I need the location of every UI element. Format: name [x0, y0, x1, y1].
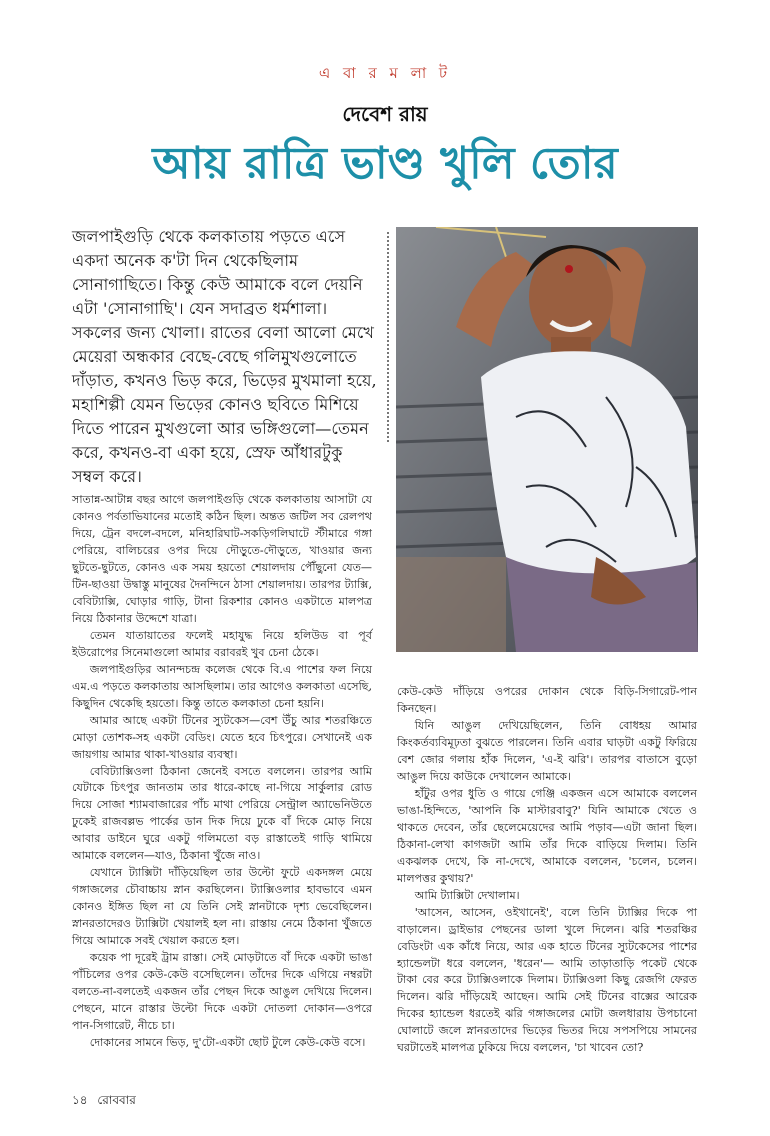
body-paragraph: দোকানের সামনে ভিড়, দু'টো-একটা ছোট টুলে কেউ-কেউ বসে। [89, 1036, 366, 1049]
body-paragraph: যেখানে ট্যাক্সিটা দাঁড়িয়েছিল তার উল্টো ফুটে একদঙ্গল মেয়ে গঙ্গাজলের চৌবাচ্চায় স্নান করছিলেন। ট্যাক্সিওলার হাবভাবে এমন কোনও ইঙ্গিত ছিল না যে তিনি সেই স্নানটাকে দৃশ্য ভেবেছিলেন। স্নানরতাদেরও ট্যাক্সিটা খেয়ালই হল না। রাস্তায় নেমে ঠিকানা খুঁজতে গিয়ে আমাকে সবই খেয়াল করতে হল। [72, 866, 372, 948]
body-paragraph: তেমন যাতায়াতের ফলেই মহাযুদ্ধ নিয়ে হলিউড বা পূর্ব ইউরোপের সিনেমাগুলো আমার বরাবরই খুব চেনা ঠেকে। [72, 628, 372, 659]
intro-paragraph [72, 225, 378, 489]
woman-portrait-illustration [396, 227, 698, 652]
page-number: ১৪ [72, 1093, 88, 1107]
article-column-right [397, 684, 697, 1057]
body-paragraph: হাঁটুর ওপর ধুতি ও গায়ে গেঞ্জি একজন এসে আমাকে বললেন ভাঙা-হিন্দিতে, 'আপনি কি মাস্টারবাবু?' যিনি আমাকে খেতে ও থাকতে দেবেন, তাঁর ছেলেমেয়েদের আমি পড়াব—এটা জানা ছিল। ঠিকানা-লেখা কাগজটা আমি তাঁর দিকে বাড়িয়ে দিলাম। তিনি একঝলক দেখে, কি না-দেখে, আমাকে বললেন, 'চলেন, চলেন। মালপত্তর কুথায়?' [397, 786, 697, 885]
body-paragraph: সাতান্ন-আটান্ন বছর আগে জলপাইগুড়ি থেকে কলকাতায় আসাটা যে কোনও পর্বতাভিযানের মতোই কঠিন ছিল। অন্তত জটিল সব রেলপথ দিয়ে, ট্রেন বদলে-বদলে, মনিহারিঘাট-সকড়িগলিঘাটে স্টীমারে গঙ্গা পেরিয়ে, বালিচরের ওপর দিয়ে দৌড়ুতে-দৌড়ুতে, খাওয়ার জন্য ছুটতে-ছুটতে, কোনও এক সময় হয়তো শেয়ালদায় পৌঁছুনো যেত—টিন-ছাওয়া উদ্বাস্তু মানুষের দৈনন্দিনে ঠাসা শেয়ালদায়। তারপর ট্যাক্সি, বেবিট্যাক্সি, ঘোড়ার গাড়ি, টানা রিকশার কোনও একটাতে মালপত্র নিয়ে ঠিকানার উদ্দেশে যাত্রা। [72, 493, 372, 625]
body-paragraph: কয়েক পা দূরেই ট্রাম রাস্তা। সেই মোড়টাতে বাঁ দিকে একটা ভাঙা পাঁচিলের ওপর কেউ-কেউ বসেছিলেন। তাঁদের দিকে এগিয়ে নম্বরটা বলতে-না-বলতেই একজন তাঁর পেছন দিকে আঙুল দেখিয়ে দিলেন। পেছনে, মানে রাস্তার উল্টো দিকে একটা দোতলা দোকান—ওপরে পান-সিগারেট, নীচে চা। [72, 951, 372, 1033]
body-paragraph: কেউ-কেউ দাঁড়িয়ে ওপরের দোকান থেকে বিড়ি-সিগারেট-পান কিনছেন। [397, 685, 697, 715]
section-kicker: এ বা র ম লা ট [318, 64, 452, 82]
body-paragraph: আমি ট্যাক্সিটা দেখালাম। [414, 888, 520, 902]
column-divider [387, 232, 389, 442]
body-paragraph: 'আসেন, আসেন, ওইখানেই', বলে তিনি ট্যাক্সির দিকে পা বাড়ালেন। ড্রাইভার পেছনের ডালা খুলে দিলেন। ঝরি শতরঞ্চির বেডিংটা এক কাঁধে নিয়ে, আর এক হাতে টিনের স্যুটকেসের পাশের হ্যান্ডেলটা ধরে বললেন, 'ধরেন'— আমি তাড়াতাড়ি পকেট থেকে টাকা বের করে ট্যাক্সিওলাকে দিলাম। ট্যাক্সিওলা কিছু রেজগি ফেরত দিলেন। ঝরি দাঁড়িয়েই আছেন। আমি সেই টিনের বাক্সের আরেক দিকের হ্যান্ডেল ধরতেই ঝরি গঙ্গাজলের মোটা জলধারায় উপচানো ঘোলাটে জলে স্নানরতাদের ভিড়ের ভিতর দিয়ে সপসপিয়ে সামনের ঘরটাতেই মালপত্র ঢুকিয়ে দিয়ে বললেন, 'চা খাবেন তো? [397, 905, 697, 1055]
page-footer [72, 1092, 136, 1112]
intro-text: জলপাইগুড়ি থেকে কলকাতায় পড়তে এসে একদা অনেক ক'টা দিন থেকেছিলাম সোনাগাছিতে। কিন্তু কেউ আমাকে বলে দেয়নি এটা 'সোনাগাছি'। যেন সদাব্রত ধর্মশালা। সকলের জন্য খোলা। রাতের বেলা আলো মেখে মেয়েরা অন্ধকার বেছে-বেছে গলিমুখগুলোতে দাঁড়াত, কখনও ভিড় করে, ভিড়ের মুখমালা হয়ে, মহাশিল্পী যেমন ভিড়ের কোনও ছবিতে মিশিয়ে দিতে পারেন মুখগুলো আর ভঙ্গিগুলো—তেমন করে, কখনও-বা একা হয়ে, স্রেফ আঁধারটুকু সম্বল করে। [72, 227, 377, 486]
magazine-name: রোববার [97, 1093, 136, 1107]
article-title: আয় রাত্রি ভাণ্ড খুলি তোর [152, 138, 618, 189]
body-paragraph: যিনি আঙুল দেখিয়েছিলেন, তিনি বোধহয় আমার কিংকর্তব্যবিমূঢ়তা বুঝতে পারলেন। তিনি এবার ঘাড়টা একটু ফিরিয়ে বেশ জোর গলায় হাঁক দিলেন, 'এ-ই ঝরি'। তারপর বাতাসে বুড়ো আঙুল দিয়ে কাউকে দেখালেন আমাকে। [397, 718, 697, 783]
author-byline: দেবেশ রায় [342, 102, 428, 126]
article-photo [396, 227, 698, 652]
body-paragraph: জলপাইগুড়ির আনন্দচন্দ্র কলেজ থেকে বি.এ পাশের ফল নিয়ে এম.এ পড়তে কলকাতায় আসছিলাম। তার আগেও কলকাতা এসেছি, কিছুদিন থেকেছি হয়তো। কিন্তু তাতে কলকাতা চেনা হয়নি। [72, 662, 372, 710]
body-paragraph: বেবিট্যাক্সিওলা ঠিকানা জেনেই বসতে বললেন। তারপর আমি যেটাকে চিৎপুর জানতাম তার ধারে-কাছে না-গিয়ে সার্কুলার রোড দিয়ে সোজা শ্যামবাজারের পাঁচ মাথা পেরিয়ে সেন্ট্রাল অ্যাভেনিউতে ঢুকেই রাজবল্লভ পার্কের ডান দিক দিয়ে ঢুকে বাঁ দিকে মোড় নিয়ে আবার ডাইনে ঘুরে একটু গলিমতো বড় রাস্তাতেই গাড়ি থামিয়ে আমাকে বললেন—যাও, ঠিকানা খুঁজে নাও। [72, 764, 372, 863]
body-paragraph: আমার আছে একটা টিনের স্যুটকেস—বেশ উঁচু আর শতরঞ্চিতে মোড়া তোশক-সহ একটা বেডিং। যেতে হবে চিৎপুরে। সেখানেই এক জায়গায় আমার থাকা-খাওয়ার ব্যবস্থা। [72, 713, 372, 761]
article-column-left [72, 492, 372, 1052]
